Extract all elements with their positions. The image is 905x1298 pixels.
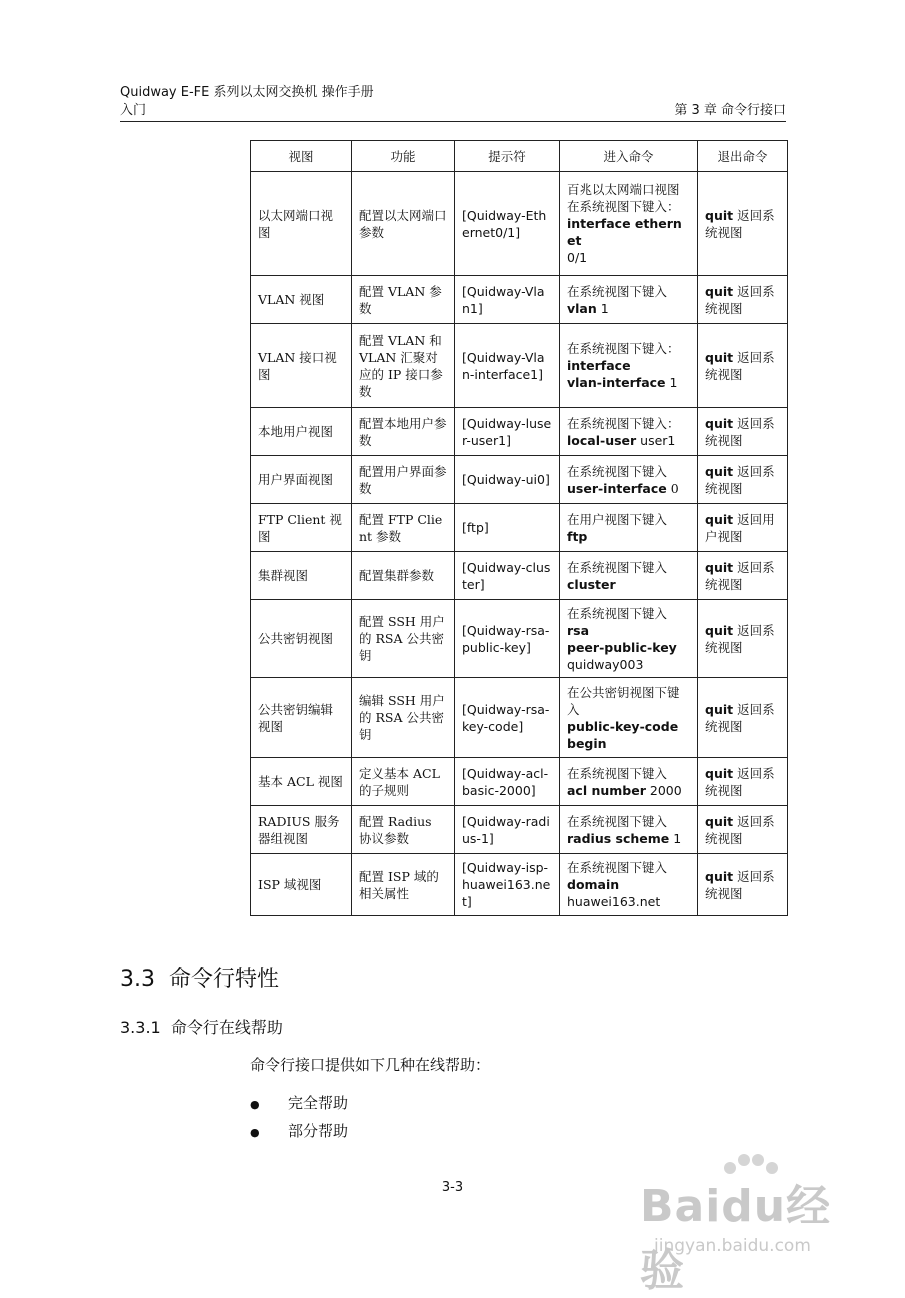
cell-function: 配置 FTP Client 参数	[352, 504, 455, 552]
command-keyword: peer-public-key	[567, 639, 677, 655]
command-keyword: begin	[567, 735, 607, 751]
cell-enter-command	[560, 456, 698, 504]
command-keyword: acl number	[567, 782, 646, 798]
cell-view: 本地用户视图	[251, 408, 352, 456]
cell-prompt: [Quidway-Vlan1]	[455, 276, 560, 324]
command-keyword: interface	[567, 358, 631, 373]
exit-keyword: quit	[705, 511, 734, 527]
cell-prompt: [Quidway-radius-1]	[455, 806, 560, 854]
col-header-function: 功能	[352, 141, 455, 172]
cell-prompt: [Quidway-rsa-public-key]	[455, 600, 560, 678]
command-text: user1	[636, 432, 676, 448]
command-text: 1	[596, 300, 609, 316]
header-line	[120, 102, 786, 120]
baidu-watermark	[640, 1150, 865, 1296]
command-text: huawei163.net	[567, 894, 661, 909]
exit-description: 返回系统视图	[705, 349, 775, 382]
list-item-label: 完全帮助	[288, 1094, 349, 1112]
cell-function: 配置本地用户参数	[352, 408, 455, 456]
command-keyword: cluster	[567, 576, 616, 592]
command-text: 在系统视图下键入	[567, 813, 668, 829]
command-keyword: ftp	[567, 528, 588, 544]
command-text: 1	[669, 830, 682, 846]
command-text: 在公共密钥视图下键入	[567, 684, 680, 717]
cell-function: 配置 ISP 域的相关属性	[352, 854, 455, 916]
watermark-logo: Baidu经验	[640, 1181, 832, 1296]
cell-view: 集群视图	[251, 552, 352, 600]
command-text: quidway003	[567, 656, 644, 672]
command-text: 在系统视图下键入：	[567, 341, 680, 356]
exit-keyword: quit	[705, 868, 734, 884]
command-keyword: radius scheme	[567, 830, 670, 846]
cell-exit-command	[698, 552, 788, 600]
table-header-row	[251, 141, 788, 172]
command-text: 1	[665, 375, 678, 390]
cell-prompt: [ftp]	[455, 504, 560, 552]
cell-view: 以太网端口视图	[251, 172, 352, 276]
command-text: 在系统视图下键入	[567, 605, 668, 621]
command-text: 在用户视图下键入	[567, 511, 668, 527]
table-row	[251, 276, 788, 324]
command-text: 在系统视图下键入	[567, 765, 668, 781]
cell-prompt: [Quidway-isp-huawei163.net]	[455, 854, 560, 916]
command-keyword: public-key-code	[567, 718, 679, 734]
cell-view: VLAN 接口视图	[251, 324, 352, 408]
cell-prompt: [Quidway-cluster]	[455, 552, 560, 600]
exit-description: 返回系统视图	[705, 559, 775, 592]
exit-keyword: quit	[705, 559, 734, 575]
cell-function: 配置集群参数	[352, 552, 455, 600]
command-keyword: user-interface	[567, 480, 667, 496]
section-title: 命令行特性	[169, 967, 280, 992]
command-keyword: local-user	[567, 432, 637, 448]
exit-keyword: quit	[705, 283, 734, 299]
command-text: 在系统视图下键入：	[567, 415, 680, 431]
cell-enter-command	[560, 806, 698, 854]
subsection-heading	[120, 1015, 283, 1038]
cell-function: 定义基本 ACL 的子规则	[352, 758, 455, 806]
cell-enter-command	[560, 504, 698, 552]
exit-keyword: quit	[705, 701, 734, 717]
exit-keyword: quit	[705, 415, 734, 431]
command-text: 0/1	[567, 250, 588, 265]
document-title: Quidway E-FE 系列以太网交换机 操作手册	[120, 85, 374, 100]
cell-function: 配置用户界面参数	[352, 456, 455, 504]
cell-exit-command	[698, 324, 788, 408]
col-header-prompt: 提示符	[455, 141, 560, 172]
page-number: 3-3	[441, 1180, 464, 1195]
cell-view: 用户界面视图	[251, 456, 352, 504]
cell-prompt: [Quidway-Ethernet0/1]	[455, 172, 560, 276]
exit-description: 返回系统视图	[705, 463, 775, 496]
table-row	[251, 758, 788, 806]
command-keyword: vlan	[567, 300, 597, 316]
cell-exit-command	[698, 456, 788, 504]
cell-function: 配置 Radius 协议参数	[352, 806, 455, 854]
command-text: 0	[666, 480, 679, 496]
exit-keyword: quit	[705, 463, 734, 479]
table-row	[251, 456, 788, 504]
col-header-view: 视图	[251, 141, 352, 172]
command-text: 在系统视图下键入：	[567, 199, 680, 214]
cell-view: 基本 ACL 视图	[251, 758, 352, 806]
table-row	[251, 504, 788, 552]
intro-paragraph: 命令行接口提供如下几种在线帮助：	[250, 1056, 491, 1074]
cell-enter-command	[560, 324, 698, 408]
cell-prompt: [Quidway-luser-user1]	[455, 408, 560, 456]
section-number: 3.3	[120, 967, 155, 992]
table-row	[251, 600, 788, 678]
cell-view: VLAN 视图	[251, 276, 352, 324]
col-header-enter-command: 进入命令	[560, 141, 698, 172]
exit-description: 返回系统视图	[705, 415, 775, 448]
exit-keyword: quit	[705, 207, 734, 223]
command-text: 2000	[645, 782, 682, 798]
cell-enter-command	[560, 172, 698, 276]
cell-exit-command	[698, 276, 788, 324]
subsection-title: 命令行在线帮助	[170, 1018, 283, 1037]
cell-function: 配置 SSH 用户的 RSA 公共密钥	[352, 600, 455, 678]
page-header	[120, 84, 786, 120]
cell-enter-command	[560, 600, 698, 678]
section-heading	[120, 962, 279, 993]
command-text: 在系统视图下键入	[567, 860, 668, 875]
table-row	[251, 678, 788, 758]
cell-enter-command	[560, 678, 698, 758]
cell-enter-command	[560, 276, 698, 324]
header-left: 入门	[120, 103, 147, 118]
cell-exit-command	[698, 806, 788, 854]
header-rule	[120, 121, 786, 122]
table-row	[251, 552, 788, 600]
bullet-icon: ●	[250, 1098, 260, 1111]
command-text: 百兆以太网端口视图	[567, 182, 680, 197]
cell-view: RADIUS 服务器组视图	[251, 806, 352, 854]
cell-exit-command	[698, 172, 788, 276]
exit-description: 返回系统视图	[705, 765, 775, 798]
cell-exit-command	[698, 600, 788, 678]
cell-prompt: [Quidway-acl-basic-2000]	[455, 758, 560, 806]
exit-description: 返回系统视图	[705, 622, 775, 655]
command-keyword: domain	[567, 877, 620, 892]
cell-exit-command	[698, 678, 788, 758]
cell-exit-command	[698, 408, 788, 456]
watermark-url: jingyan.baidu.com	[654, 1236, 811, 1256]
col-header-exit-command: 退出命令	[698, 141, 788, 172]
cell-function: 配置 VLAN 和 VLAN 汇聚对应的 IP 接口参数	[352, 324, 455, 408]
command-text: 在系统视图下键入	[567, 559, 668, 575]
cell-enter-command	[560, 552, 698, 600]
cell-view: ISP 域视图	[251, 854, 352, 916]
cell-exit-command	[698, 758, 788, 806]
cell-view: 公共密钥编辑视图	[251, 678, 352, 758]
table-row	[251, 408, 788, 456]
help-type-list	[250, 1092, 348, 1148]
list-item	[250, 1092, 348, 1120]
list-item-label: 部分帮助	[288, 1122, 349, 1140]
command-text: 在系统视图下键入	[567, 463, 668, 479]
chapter-title: 第 3 章 命令行接口	[674, 103, 786, 118]
cell-function: 配置 VLAN 参数	[352, 276, 455, 324]
cell-function: 编辑 SSH 用户的 RSA 公共密钥	[352, 678, 455, 758]
subsection-number: 3.3.1	[120, 1018, 161, 1037]
cell-view: FTP Client 视图	[251, 504, 352, 552]
bullet-icon: ●	[250, 1126, 260, 1139]
cell-prompt: [Quidway-rsa-key-code]	[455, 678, 560, 758]
exit-keyword: quit	[705, 349, 734, 365]
command-keyword: rsa	[567, 622, 590, 638]
exit-keyword: quit	[705, 622, 734, 638]
cell-enter-command	[560, 758, 698, 806]
list-item	[250, 1120, 348, 1148]
command-text: 在系统视图下键入	[567, 283, 668, 299]
table-row	[251, 172, 788, 276]
cell-prompt: [Quidway-Vlan-interface1]	[455, 324, 560, 408]
exit-description: 返回系统视图	[705, 868, 775, 901]
cell-enter-command	[560, 408, 698, 456]
command-keyword: interface ethernet	[567, 216, 682, 248]
exit-description: 返回用户视图	[705, 511, 775, 544]
command-keyword: vlan-interface	[567, 375, 666, 390]
exit-description: 返回系统视图	[705, 701, 775, 734]
cell-enter-command	[560, 854, 698, 916]
exit-description: 返回系统视图	[705, 207, 775, 240]
exit-keyword: quit	[705, 765, 734, 781]
cell-exit-command	[698, 854, 788, 916]
cell-function: 配置以太网端口参数	[352, 172, 455, 276]
cell-exit-command	[698, 504, 788, 552]
table-row	[251, 806, 788, 854]
exit-description: 返回系统视图	[705, 813, 775, 846]
table-row	[251, 324, 788, 408]
cell-prompt: [Quidway-ui0]	[455, 456, 560, 504]
table-row	[251, 854, 788, 916]
command-view-table	[250, 140, 788, 916]
exit-description: 返回系统视图	[705, 283, 775, 316]
exit-keyword: quit	[705, 813, 734, 829]
cell-view: 公共密钥视图	[251, 600, 352, 678]
